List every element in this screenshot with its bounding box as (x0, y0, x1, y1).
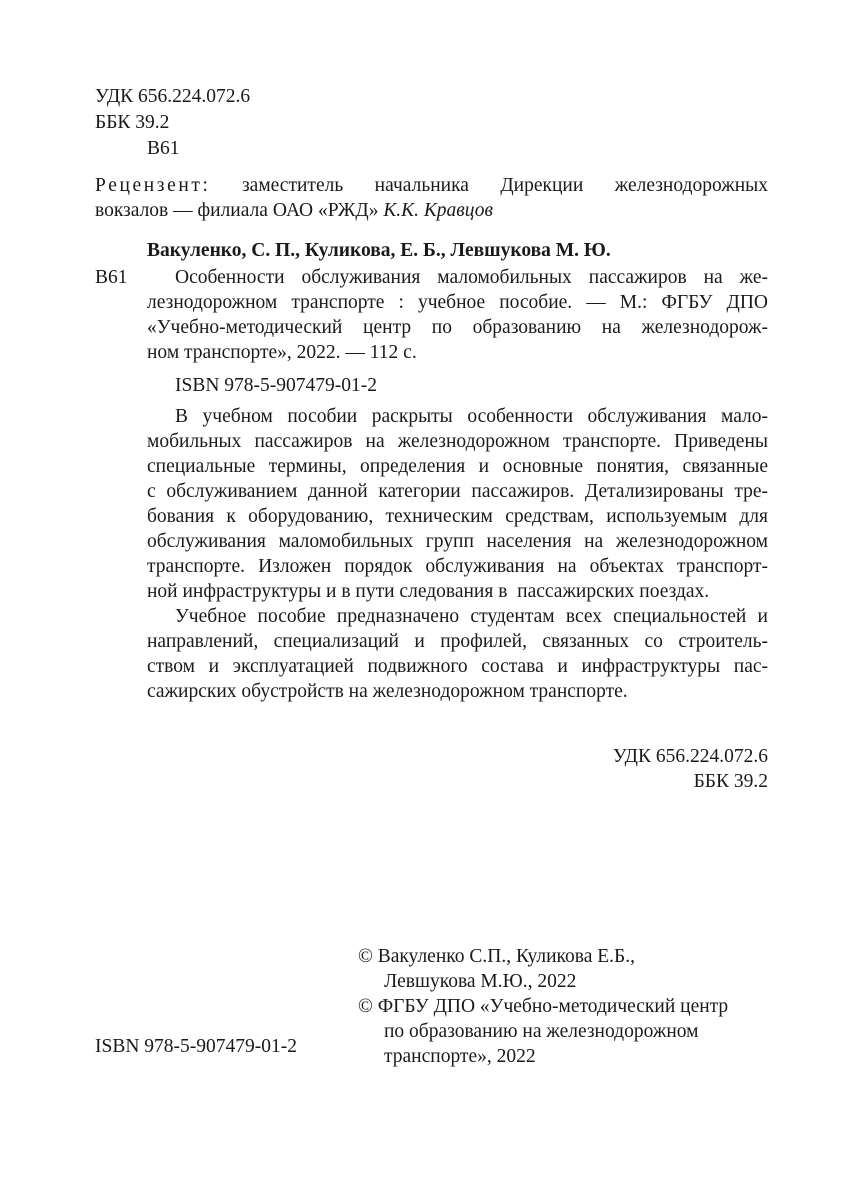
annotation-line: специальные термины, определения и основные понятия, связанные (147, 456, 768, 477)
reviewer-text-2: вокзалов — филиала ОАО «РЖД» (95, 200, 379, 221)
reviewer-line-1 (95, 173, 768, 198)
reviewer-line-2 (95, 198, 493, 223)
copyright-line: Левшукова М.Ю., 2022 (384, 971, 577, 992)
reviewer-label: Рецензент: (95, 175, 211, 196)
udk-top: УДК 656.224.072.6 (95, 86, 251, 107)
authors-heading: Вакуленко, С. П., Куликова, Е. Б., Левшукова М. Ю. (147, 240, 611, 261)
copyright-line: по образованию на железнодорожном (384, 1021, 699, 1042)
annotation-line: Учебное пособие предназначено студентам всех специальностей и (175, 606, 768, 627)
reviewer-name: К.К. Кравцов (383, 200, 493, 221)
title-line: «Учебно-методический центр по образованию на железнодорож- (147, 317, 768, 338)
annotation-line: В учебном пособии раскрыты особенности обслуживания мало- (175, 406, 768, 427)
udk-bottom: УДК 656.224.072.6 (612, 746, 768, 767)
annotation-line: мобильных пассажиров на железнодорожном транспорте. Приведены (147, 431, 768, 452)
annotation-line: ством и эксплуатацией подвижного состава и инфраструктуры пас- (147, 656, 768, 677)
isbn-bottom: ISBN 978-5-907479-01-2 (95, 1036, 298, 1057)
annotation-line: транспорте. Изложен порядок обслуживания на объектах транспорт- (147, 556, 768, 577)
annotation-line: ной инфраструктуры и в пути следования в пассажирских поездах. (147, 581, 710, 602)
reviewer-text-1: заместитель начальника Дирекции железнодорожных (241, 175, 769, 196)
code-top: В61 (147, 138, 180, 159)
copyright-line: транспорте», 2022 (384, 1046, 536, 1067)
annotation-line: сажирских обустройств на железнодорожном транспорте. (147, 681, 628, 702)
isbn-entry: ISBN 978-5-907479-01-2 (175, 375, 378, 396)
title-line: Особенности обслуживания маломобильных пассажиров на же- (175, 267, 768, 288)
annotation-line: обслуживания маломобильных групп населения на железнодорожном (147, 531, 768, 552)
bbk-bottom: ББК 39.2 (693, 771, 768, 792)
annotation-line: с обслуживанием данной категории пассажиров. Детализированы тре- (147, 481, 768, 502)
bbk-top: ББК 39.2 (95, 112, 170, 133)
title-line: ном транспорте», 2022. — 112 с. (147, 342, 417, 363)
copyright-line: © ФГБУ ДПО «Учебно-методический центр (358, 996, 729, 1017)
annotation-line: бования к оборудованию, техническим средствам, используемым для (147, 506, 768, 527)
annotation-line: направлений, специализаций и профилей, связанных со строитель- (147, 631, 768, 652)
copyright-line: © Вакуленко С.П., Куликова Е.Б., (358, 946, 636, 967)
title-line: лезнодорожном транспорте : учебное пособие. — М.: ФГБУ ДПО (147, 292, 768, 313)
code-entry: В61 (95, 267, 128, 288)
